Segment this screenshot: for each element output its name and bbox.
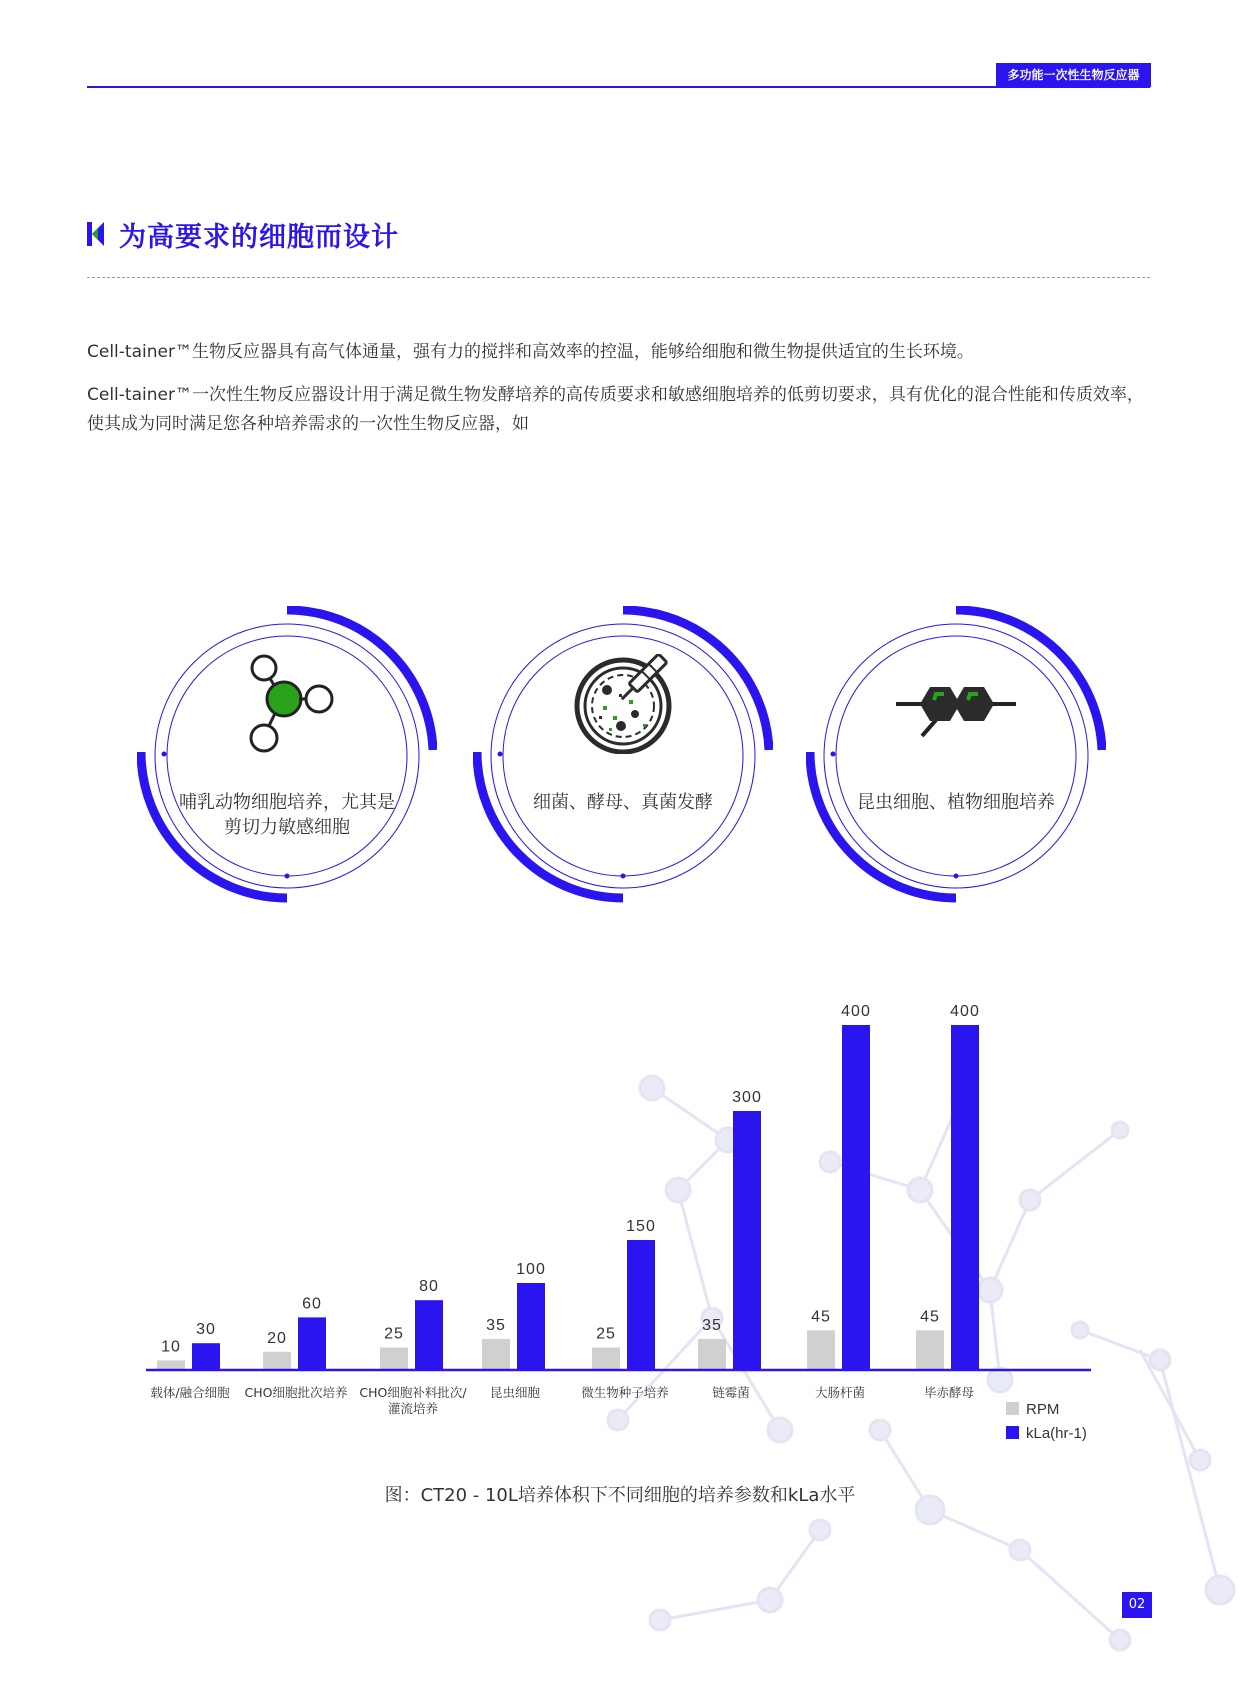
category-label-7: 毕赤酵母 bbox=[923, 1385, 975, 1400]
ring-graphic bbox=[137, 606, 437, 906]
application-card-mammalian bbox=[137, 606, 437, 906]
section-title: 为高要求的细胞而设计 bbox=[119, 221, 399, 253]
intro-paragraph-1: Cell-tainer™生物反应器具有高气体通量，强有力的搅拌和高效率的控温，能够给细胞和微生物提供适宜的生长环境。 bbox=[87, 342, 974, 362]
data-label-kla-5: 300 bbox=[732, 1089, 762, 1106]
bar-kla-1 bbox=[298, 1317, 326, 1369]
data-label-kla-4: 150 bbox=[626, 1218, 656, 1235]
data-label-rpm-4: 25 bbox=[596, 1325, 616, 1343]
insect-cell-icon bbox=[881, 654, 1031, 754]
bar-rpm-1 bbox=[263, 1352, 291, 1369]
data-label-kla-1: 60 bbox=[302, 1295, 322, 1313]
x-labels-layer bbox=[150, 1385, 974, 1416]
legend-label-kla: kLa(hr-1) bbox=[1026, 1425, 1087, 1442]
data-label-rpm-3: 35 bbox=[486, 1316, 506, 1334]
kla-bar-chart bbox=[130, 990, 1100, 1460]
bar-kla-0 bbox=[192, 1343, 220, 1369]
intro-paragraph-2: Cell-tainer™一次性生物反应器设计用于满足微生物发酵培养的高传质要求和敏感细胞培养的低剪切要求，具有优化的混合性能和传质效率，使其成为同时满足您各种培养需求的一次性生物反应器，如 bbox=[87, 385, 1144, 434]
bar-rpm-4 bbox=[592, 1348, 620, 1370]
data-label-kla-3: 100 bbox=[516, 1261, 546, 1278]
category-label-1: CHO细胞批次培养 bbox=[244, 1385, 348, 1400]
bar-kla-4 bbox=[627, 1240, 655, 1369]
data-label-rpm-2: 25 bbox=[384, 1325, 404, 1343]
header-tag: 多功能一次性生物反应器 bbox=[996, 63, 1151, 87]
chart-legend bbox=[1006, 1401, 1087, 1442]
data-label-kla-2: 80 bbox=[419, 1278, 439, 1296]
data-label-rpm-5: 35 bbox=[702, 1316, 722, 1334]
bar-kla-7 bbox=[951, 1025, 979, 1369]
category-label-5: 链霉菌 bbox=[712, 1385, 750, 1400]
category-label-3: 昆虫细胞 bbox=[489, 1385, 541, 1400]
molecule-icon bbox=[227, 654, 347, 754]
data-label-kla-6: 400 bbox=[841, 1003, 871, 1020]
category-label-2: CHO细胞补料批次/ bbox=[359, 1385, 467, 1400]
application-card-microbial bbox=[473, 606, 773, 906]
section-divider bbox=[87, 277, 1150, 278]
bar-kla-6 bbox=[842, 1025, 870, 1369]
application-label: 昆虫细胞、植物细胞培养 bbox=[857, 792, 1055, 813]
data-label-kla-7: 400 bbox=[950, 1003, 980, 1020]
category-label-6: 大肠杆菌 bbox=[814, 1385, 866, 1400]
bar-rpm-3 bbox=[482, 1339, 510, 1369]
application-card-insect-plant bbox=[806, 606, 1106, 906]
category-label-0: 载体/融合细胞 bbox=[150, 1385, 230, 1400]
ring-graphic bbox=[806, 606, 1106, 906]
bar-kla-3 bbox=[517, 1283, 545, 1369]
bar-rpm-0 bbox=[157, 1360, 185, 1369]
page-number: 02 bbox=[1122, 1592, 1152, 1618]
bar-rpm-7 bbox=[916, 1330, 944, 1369]
petri-dish-icon bbox=[563, 654, 683, 754]
bars-layer bbox=[157, 1003, 980, 1369]
data-label-kla-0: 30 bbox=[196, 1321, 216, 1339]
application-label: 哺乳动物细胞培养，尤其是剪切力敏感细胞 bbox=[179, 792, 395, 838]
legend-swatch-kla bbox=[1006, 1426, 1019, 1439]
section-marker-icon bbox=[87, 222, 105, 246]
legend-swatch-rpm bbox=[1006, 1402, 1019, 1415]
data-label-rpm-0: 10 bbox=[161, 1338, 181, 1356]
category-label-2: 灌流培养 bbox=[387, 1401, 439, 1416]
ring-graphic bbox=[473, 606, 773, 906]
bar-rpm-2 bbox=[380, 1348, 408, 1370]
category-label-4: 微生物种子培养 bbox=[581, 1385, 669, 1400]
data-label-rpm-1: 20 bbox=[267, 1329, 287, 1347]
header-rule bbox=[87, 86, 1150, 88]
application-label: 细菌、酵母、真菌发酵 bbox=[533, 792, 713, 813]
chart-caption: 图：CT20 - 10L培养体积下不同细胞的培养参数和kLa水平 bbox=[384, 1485, 856, 1506]
data-label-rpm-7: 45 bbox=[920, 1308, 940, 1326]
bar-kla-2 bbox=[415, 1300, 443, 1369]
legend-label-rpm: RPM bbox=[1026, 1401, 1060, 1418]
bar-rpm-6 bbox=[807, 1330, 835, 1369]
data-label-rpm-6: 45 bbox=[811, 1308, 831, 1326]
section-heading bbox=[87, 214, 399, 254]
bar-kla-5 bbox=[733, 1111, 761, 1369]
bar-rpm-5 bbox=[698, 1339, 726, 1369]
